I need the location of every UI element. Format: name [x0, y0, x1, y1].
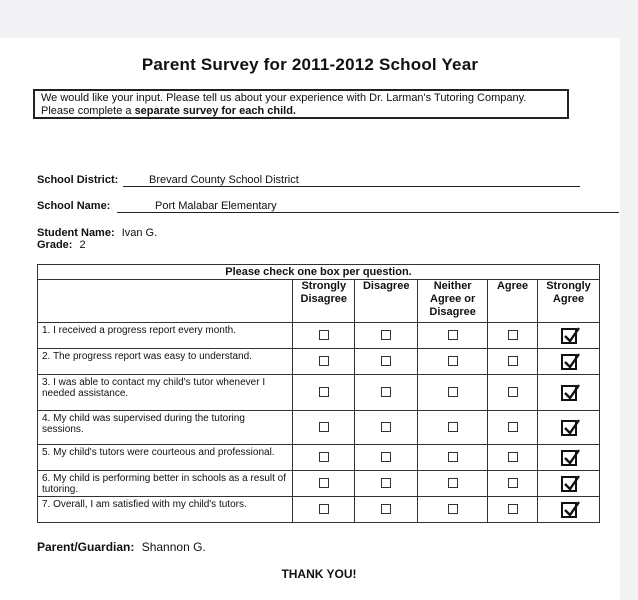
empty-checkbox[interactable] — [508, 387, 518, 397]
instruction-text: Please check one box per question. — [38, 265, 600, 280]
answer-cell-strongly-agree — [538, 349, 600, 375]
empty-checkbox[interactable] — [381, 387, 391, 397]
answer-cell-strongly-disagree — [293, 497, 355, 523]
empty-checkbox[interactable] — [508, 478, 518, 488]
school-district-label: School District: — [37, 174, 119, 186]
checked-checkbox[interactable] — [561, 502, 577, 518]
thank-you-text: THANK YOU! — [281, 567, 357, 581]
answer-cell-strongly-agree — [538, 445, 600, 471]
question-text: 7. Overall, I am satisfied with my child's tutors. — [38, 497, 293, 523]
empty-checkbox[interactable] — [319, 422, 329, 432]
question-row — [38, 375, 600, 411]
school-name-field — [37, 200, 277, 212]
empty-checkbox[interactable] — [319, 478, 329, 488]
answer-cell-strongly-disagree — [293, 349, 355, 375]
question-text: 6. My child is performing better in schools as a result of tutoring. — [38, 471, 293, 497]
question-row — [38, 349, 600, 375]
answer-cell-strongly-agree — [538, 497, 600, 523]
answer-cell-neither — [418, 411, 488, 445]
empty-checkbox[interactable] — [448, 452, 458, 462]
instruction-row — [38, 265, 600, 280]
question-text: 2. The progress report was easy to understand. — [38, 349, 293, 375]
checked-checkbox[interactable] — [561, 354, 577, 370]
empty-checkbox[interactable] — [381, 452, 391, 462]
answer-cell-disagree — [355, 375, 418, 411]
answer-cell-neither — [418, 497, 488, 523]
question-row — [38, 471, 600, 497]
empty-checkbox[interactable] — [448, 478, 458, 488]
intro-line-2 — [41, 105, 567, 118]
answer-cell-agree — [488, 497, 538, 523]
col-neither: Neither Agree or Disagree — [418, 280, 488, 323]
survey-table — [37, 264, 600, 523]
guardian-value: Shannon G. — [141, 540, 206, 554]
col-strongly-disagree: Strongly Disagree — [293, 280, 355, 323]
intro-line-2-bold: separate survey for each child. — [134, 105, 296, 117]
answer-cell-disagree — [355, 445, 418, 471]
empty-checkbox[interactable] — [508, 452, 518, 462]
answer-cell-strongly-agree — [538, 411, 600, 445]
empty-checkbox[interactable] — [448, 356, 458, 366]
empty-checkbox[interactable] — [319, 504, 329, 514]
school-name-value: Port Malabar Elementary — [117, 200, 619, 213]
answer-cell-agree — [488, 411, 538, 445]
answer-cell-disagree — [355, 411, 418, 445]
question-row — [38, 497, 600, 523]
checked-checkbox[interactable] — [561, 328, 577, 344]
school-district-field — [37, 174, 299, 186]
school-name-label: School Name: — [37, 200, 111, 212]
answer-cell-agree — [488, 471, 538, 497]
answer-cell-strongly-disagree — [293, 445, 355, 471]
answer-cell-strongly-disagree — [293, 323, 355, 349]
empty-checkbox[interactable] — [508, 356, 518, 366]
checked-checkbox[interactable] — [561, 450, 577, 466]
answer-cell-agree — [488, 445, 538, 471]
empty-checkbox[interactable] — [381, 478, 391, 488]
answer-cell-strongly-agree — [538, 471, 600, 497]
answer-cell-disagree — [355, 323, 418, 349]
empty-checkbox[interactable] — [508, 422, 518, 432]
col-agree: Agree — [488, 280, 538, 323]
empty-checkbox[interactable] — [381, 356, 391, 366]
empty-checkbox[interactable] — [508, 330, 518, 340]
empty-checkbox[interactable] — [448, 387, 458, 397]
answer-cell-neither — [418, 323, 488, 349]
answer-cell-agree — [488, 349, 538, 375]
question-row — [38, 323, 600, 349]
empty-checkbox[interactable] — [448, 422, 458, 432]
question-text: 4. My child was supervised during the tutoring sessions. — [38, 411, 293, 445]
question-text: 3. I was able to contact my child's tutor whenever I needed assistance. — [38, 375, 293, 411]
empty-checkbox[interactable] — [381, 422, 391, 432]
empty-checkbox[interactable] — [381, 504, 391, 514]
column-header-row — [38, 280, 600, 323]
answer-cell-strongly-agree — [538, 375, 600, 411]
answer-cell-strongly-disagree — [293, 471, 355, 497]
intro-box — [33, 89, 569, 119]
answer-cell-strongly-disagree — [293, 375, 355, 411]
answer-cell-neither — [418, 471, 488, 497]
page-title: Parent Survey for 2011-2012 School Year — [141, 55, 479, 74]
student-name-value: Ivan G. — [121, 227, 158, 239]
question-row — [38, 445, 600, 471]
checked-checkbox[interactable] — [561, 385, 577, 401]
student-name-label: Student Name: — [37, 227, 115, 239]
checked-checkbox[interactable] — [561, 476, 577, 492]
grade-value: 2 — [79, 239, 86, 251]
col-disagree: Disagree — [355, 280, 418, 323]
answer-cell-disagree — [355, 471, 418, 497]
intro-line-1: We would like your input. Please tell us about your experience with Dr. Larman's Tutoring Company. — [41, 92, 527, 104]
col-strongly-agree: Strongly Agree — [538, 280, 600, 323]
answer-cell-neither — [418, 375, 488, 411]
question-text: 1. I received a progress report every month. — [38, 323, 293, 349]
answer-cell-agree — [488, 323, 538, 349]
answer-cell-strongly-disagree — [293, 411, 355, 445]
answer-cell-strongly-agree — [538, 323, 600, 349]
empty-checkbox[interactable] — [508, 504, 518, 514]
empty-checkbox[interactable] — [319, 356, 329, 366]
answer-cell-disagree — [355, 497, 418, 523]
question-row — [38, 411, 600, 445]
answer-cell-disagree — [355, 349, 418, 375]
answer-cell-neither — [418, 349, 488, 375]
grade-field — [37, 239, 86, 251]
question-header — [38, 280, 293, 323]
empty-checkbox[interactable] — [381, 330, 391, 340]
grade-label: Grade: — [37, 239, 73, 251]
guardian-label: Parent/Guardian: — [37, 540, 135, 554]
empty-checkbox[interactable] — [448, 504, 458, 514]
checked-checkbox[interactable] — [561, 420, 577, 436]
empty-checkbox[interactable] — [319, 330, 329, 340]
empty-checkbox[interactable] — [319, 387, 329, 397]
empty-checkbox[interactable] — [319, 452, 329, 462]
intro-line-2-prefix: Please complete a — [41, 105, 135, 117]
question-rows — [38, 323, 600, 523]
empty-checkbox[interactable] — [448, 330, 458, 340]
question-text: 5. My child's tutors were courteous and professional. — [38, 445, 293, 471]
answer-cell-agree — [488, 375, 538, 411]
answer-cell-neither — [418, 445, 488, 471]
school-district-value: Brevard County School District — [123, 174, 580, 187]
student-name-field — [37, 227, 157, 239]
guardian-field — [37, 540, 206, 554]
